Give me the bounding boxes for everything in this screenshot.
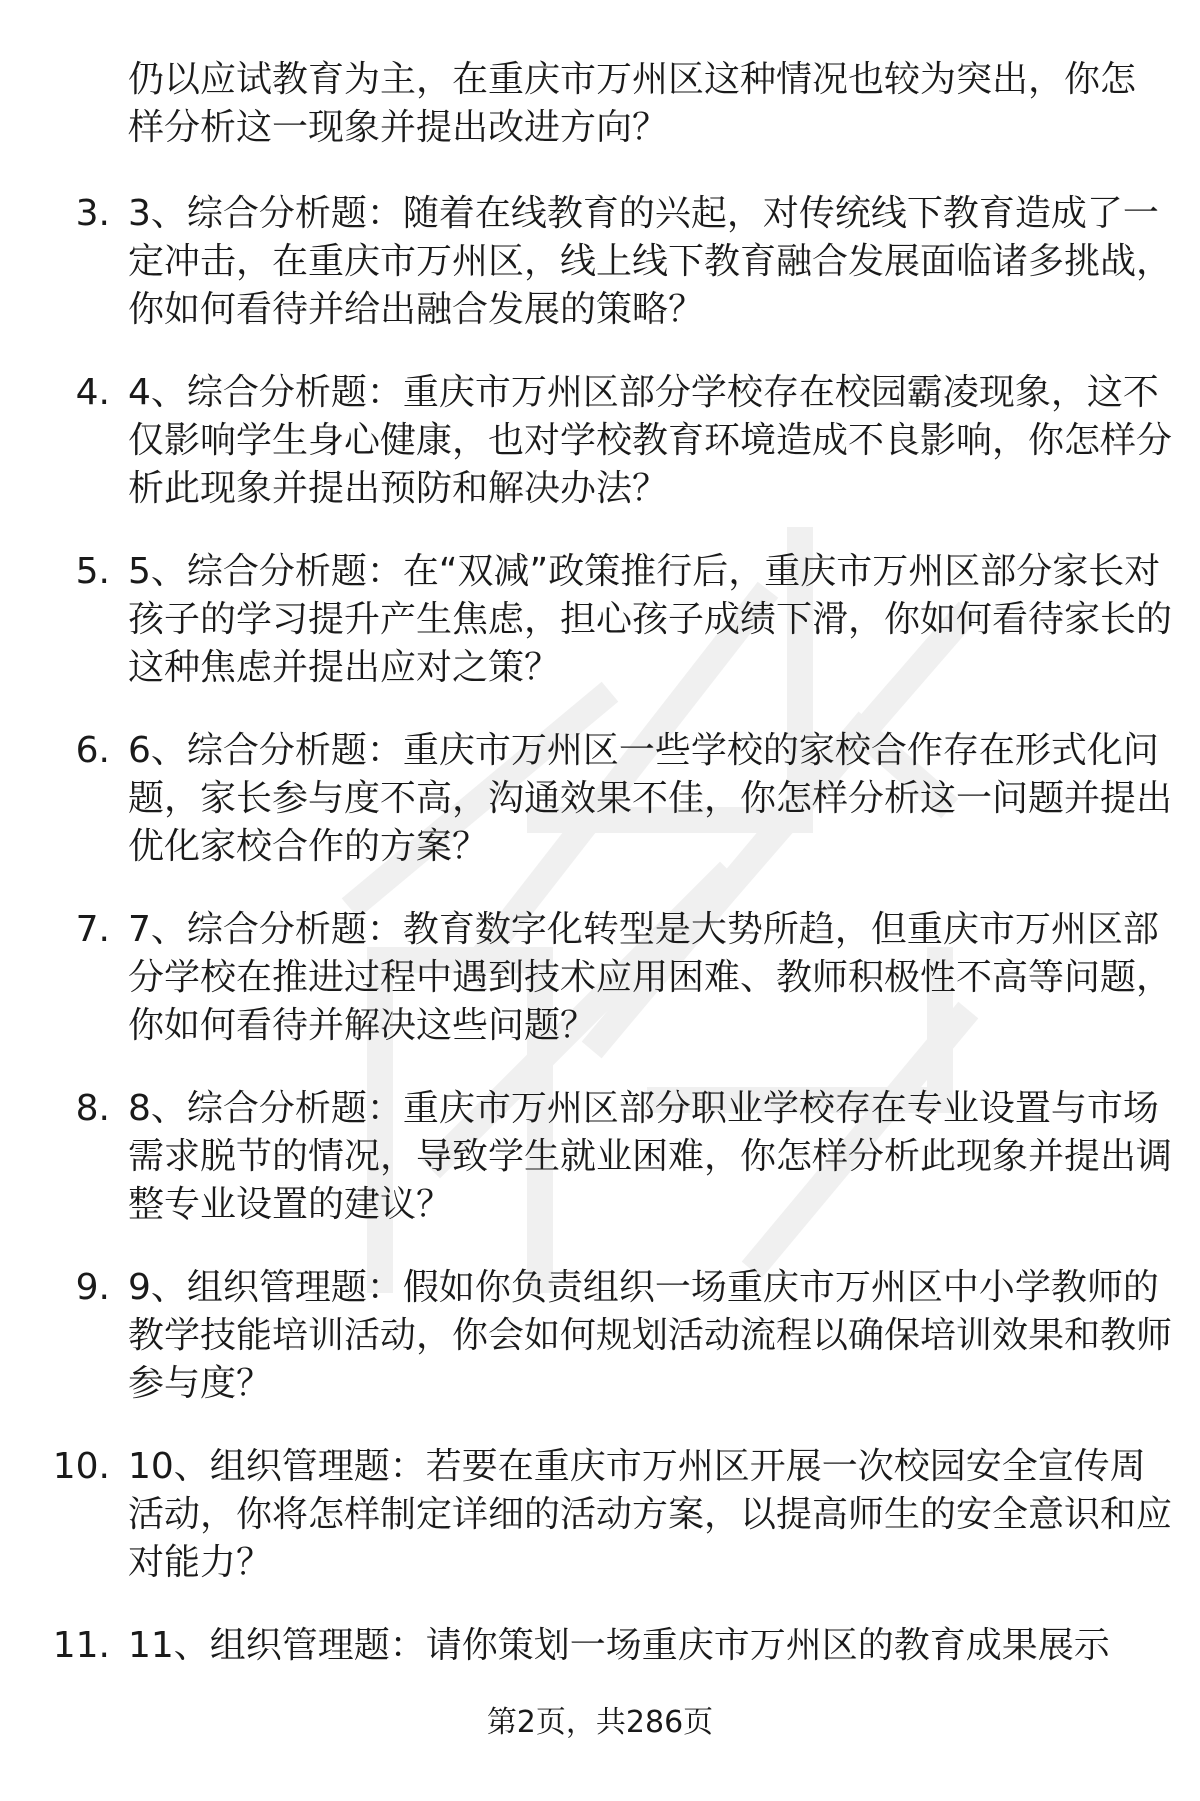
question-number: 11.	[52, 1625, 110, 1666]
question-number: 3.	[75, 193, 110, 234]
list-item	[0, 1085, 1200, 1264]
question-text: 4、综合分析题：重庆市万州区部分学校存在校园霸凌现象，这不仅影响学生身心健康，也对学校教育环境造成不良影响，你怎样分析此现象并提出预防和解决办法？	[128, 372, 1173, 509]
question-text: 5、综合分析题：在“双减”政策推行后，重庆市万州区部分家长对孩子的学习提升产生焦虑，担心孩子成绩下滑，你如何看待家长的这种焦虑并提出应对之策？	[128, 551, 1173, 688]
question-number: 6.	[75, 730, 110, 771]
page-footer: 第2页，共286页	[486, 1705, 714, 1740]
question-number: 8.	[75, 1088, 110, 1129]
list-item	[0, 1264, 1200, 1443]
list-item	[0, 190, 1200, 369]
continuation-text: 仍以应试教育为主，在重庆市万州区这种情况也较为突出，你怎样分析这一现象并提出改进方向？	[128, 59, 1137, 148]
list-item	[0, 369, 1200, 548]
question-text: 7、综合分析题：教育数字化转型是大势所趋，但重庆市万州区部分学校在推进过程中遇到技术应用困难、教师积极性不高等问题，你如何看待并解决这些问题？	[128, 909, 1173, 1046]
question-number: 9.	[75, 1267, 110, 1308]
question-number: 5.	[75, 551, 110, 592]
question-text: 10、组织管理题：若要在重庆市万州区开展一次校园安全宣传周活动，你将怎样制定详细的活动方案，以提高师生的安全意识和应对能力？	[128, 1446, 1173, 1583]
question-number: 7.	[75, 909, 110, 950]
question-text: 9、组织管理题：假如你负责组织一场重庆市万州区中小学教师的教学技能培训活动，你会如何规划活动流程以确保培训效果和教师参与度？	[128, 1267, 1173, 1404]
list-item	[0, 906, 1200, 1085]
question-text: 3、综合分析题：随着在线教育的兴起，对传统线下教育造成了一定冲击，在重庆市万州区，线上线下教育融合发展面临诸多挑战，你如何看待并给出融合发展的策略？	[128, 193, 1173, 330]
question-number: 4.	[75, 372, 110, 413]
list-item	[0, 1443, 1200, 1622]
list-item	[0, 548, 1200, 727]
question-text: 8、综合分析题：重庆市万州区部分职业学校存在专业设置与市场需求脱节的情况，导致学生就业困难，你怎样分析此现象并提出调整专业设置的建议？	[128, 1088, 1173, 1225]
question-text: 11、组织管理题：请你策划一场重庆市万州区的教育成果展示	[128, 1625, 1110, 1666]
question-text: 6、综合分析题：重庆市万州区一些学校的家校合作存在形式化问题，家长参与度不高，沟通效果不佳，你怎样分析这一问题并提出优化家校合作的方案？	[128, 730, 1173, 867]
question-list	[0, 190, 1200, 1801]
list-item	[0, 727, 1200, 906]
question-number: 10.	[52, 1446, 110, 1487]
